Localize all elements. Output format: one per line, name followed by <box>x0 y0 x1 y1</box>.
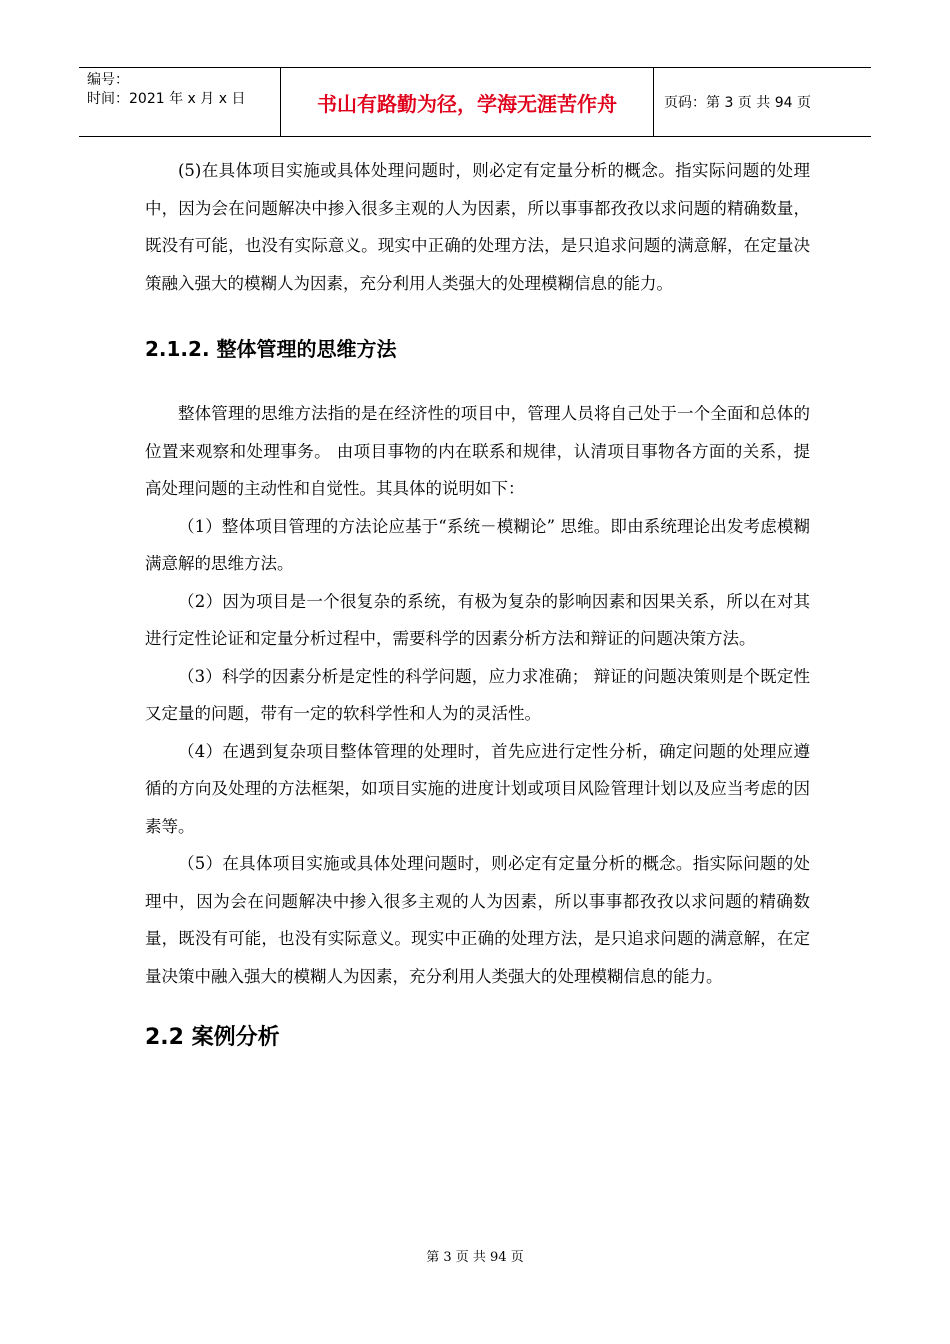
document-body <box>145 152 810 1058</box>
section-heading-2-2: 2.2 案例分析 <box>145 1025 280 1050</box>
page-header <box>79 67 871 137</box>
header-motto: 书山有路勤为径，学海无涯苦作舟 <box>281 68 654 136</box>
intro-paragraph: (5)在具体项目实施或具体处理问题时，则必定有定量分析的概念。指实际问题的处理中，因为会在问题解决中掺入很多主观的人为因素，所以事事都孜孜以求问题的精确数量，既没有可能，也没有实际意义。现实中正确的处理方法，是只追求问题的满意解，在定量决策融入强大的模糊人为因素，充分利用人类强大的处理模糊信息的能力。 <box>145 161 810 293</box>
header-number-label: 编号： <box>87 72 129 88</box>
body-paragraph-1: 整体管理的思维方法指的是在经济性的项目中，管理人员将自己处于一个全面和总体的位置来观察和处理事务。 由项目事物的内在联系和规律，认清项目事物各方面的关系，提高处理问题的主动性和自觉性。其具体的说明如下： <box>145 404 810 498</box>
body-paragraph-4: （3）科学的因素分析是定性的科学问题，应力求准确； 辩证的问题决策则是个既定性又定量的问题，带有一定的软科学性和人为的灵活性。 <box>145 666 810 723</box>
body-paragraph-5: （4）在遇到复杂项目整体管理的处理时，首先应进行定性分析，确定问题的处理应遵循的方向及处理的方法框架，如项目实施的进度计划或项目风险管理计划以及应当考虑的因素等。 <box>145 741 810 836</box>
body-paragraph-2: （1）整体项目管理的方法论应基于“系统－模糊论” 思维。即由系统理论出发考虑模糊满意解的思维方法。 <box>145 516 810 573</box>
section-heading-2-1-2: 2.1.2. 整体管理的思维方法 <box>145 337 397 361</box>
header-date-label: 时间：2021 年 x 月 x 日 <box>87 91 246 107</box>
header-page-info: 页码：第 3 页 共 94 页 <box>664 95 811 111</box>
body-paragraph-6: （5）在具体项目实施或具体处理问题时，则必定有定量分析的概念。指实际问题的处理中，因为会在问题解决中掺入很多主观的人为因素，所以事事都孜孜以求问题的精确数量，既没有可能，也没有实际意义。现实中正确的处理方法，是只追求问题的满意解，在定量决策中融入强大的模糊人为因素，充分利用人类强大的处理模糊信息的能力。 <box>145 854 810 986</box>
page-footer: 第 3 页 共 94 页 <box>426 1250 524 1265</box>
header-meta <box>79 68 281 136</box>
body-paragraph-3: （2）因为项目是一个很复杂的系统，有极为复杂的影响因素和因果关系，所以在对其进行定性论证和定量分析过程中，需要科学的因素分析方法和辩证的问题决策方法。 <box>145 591 810 648</box>
